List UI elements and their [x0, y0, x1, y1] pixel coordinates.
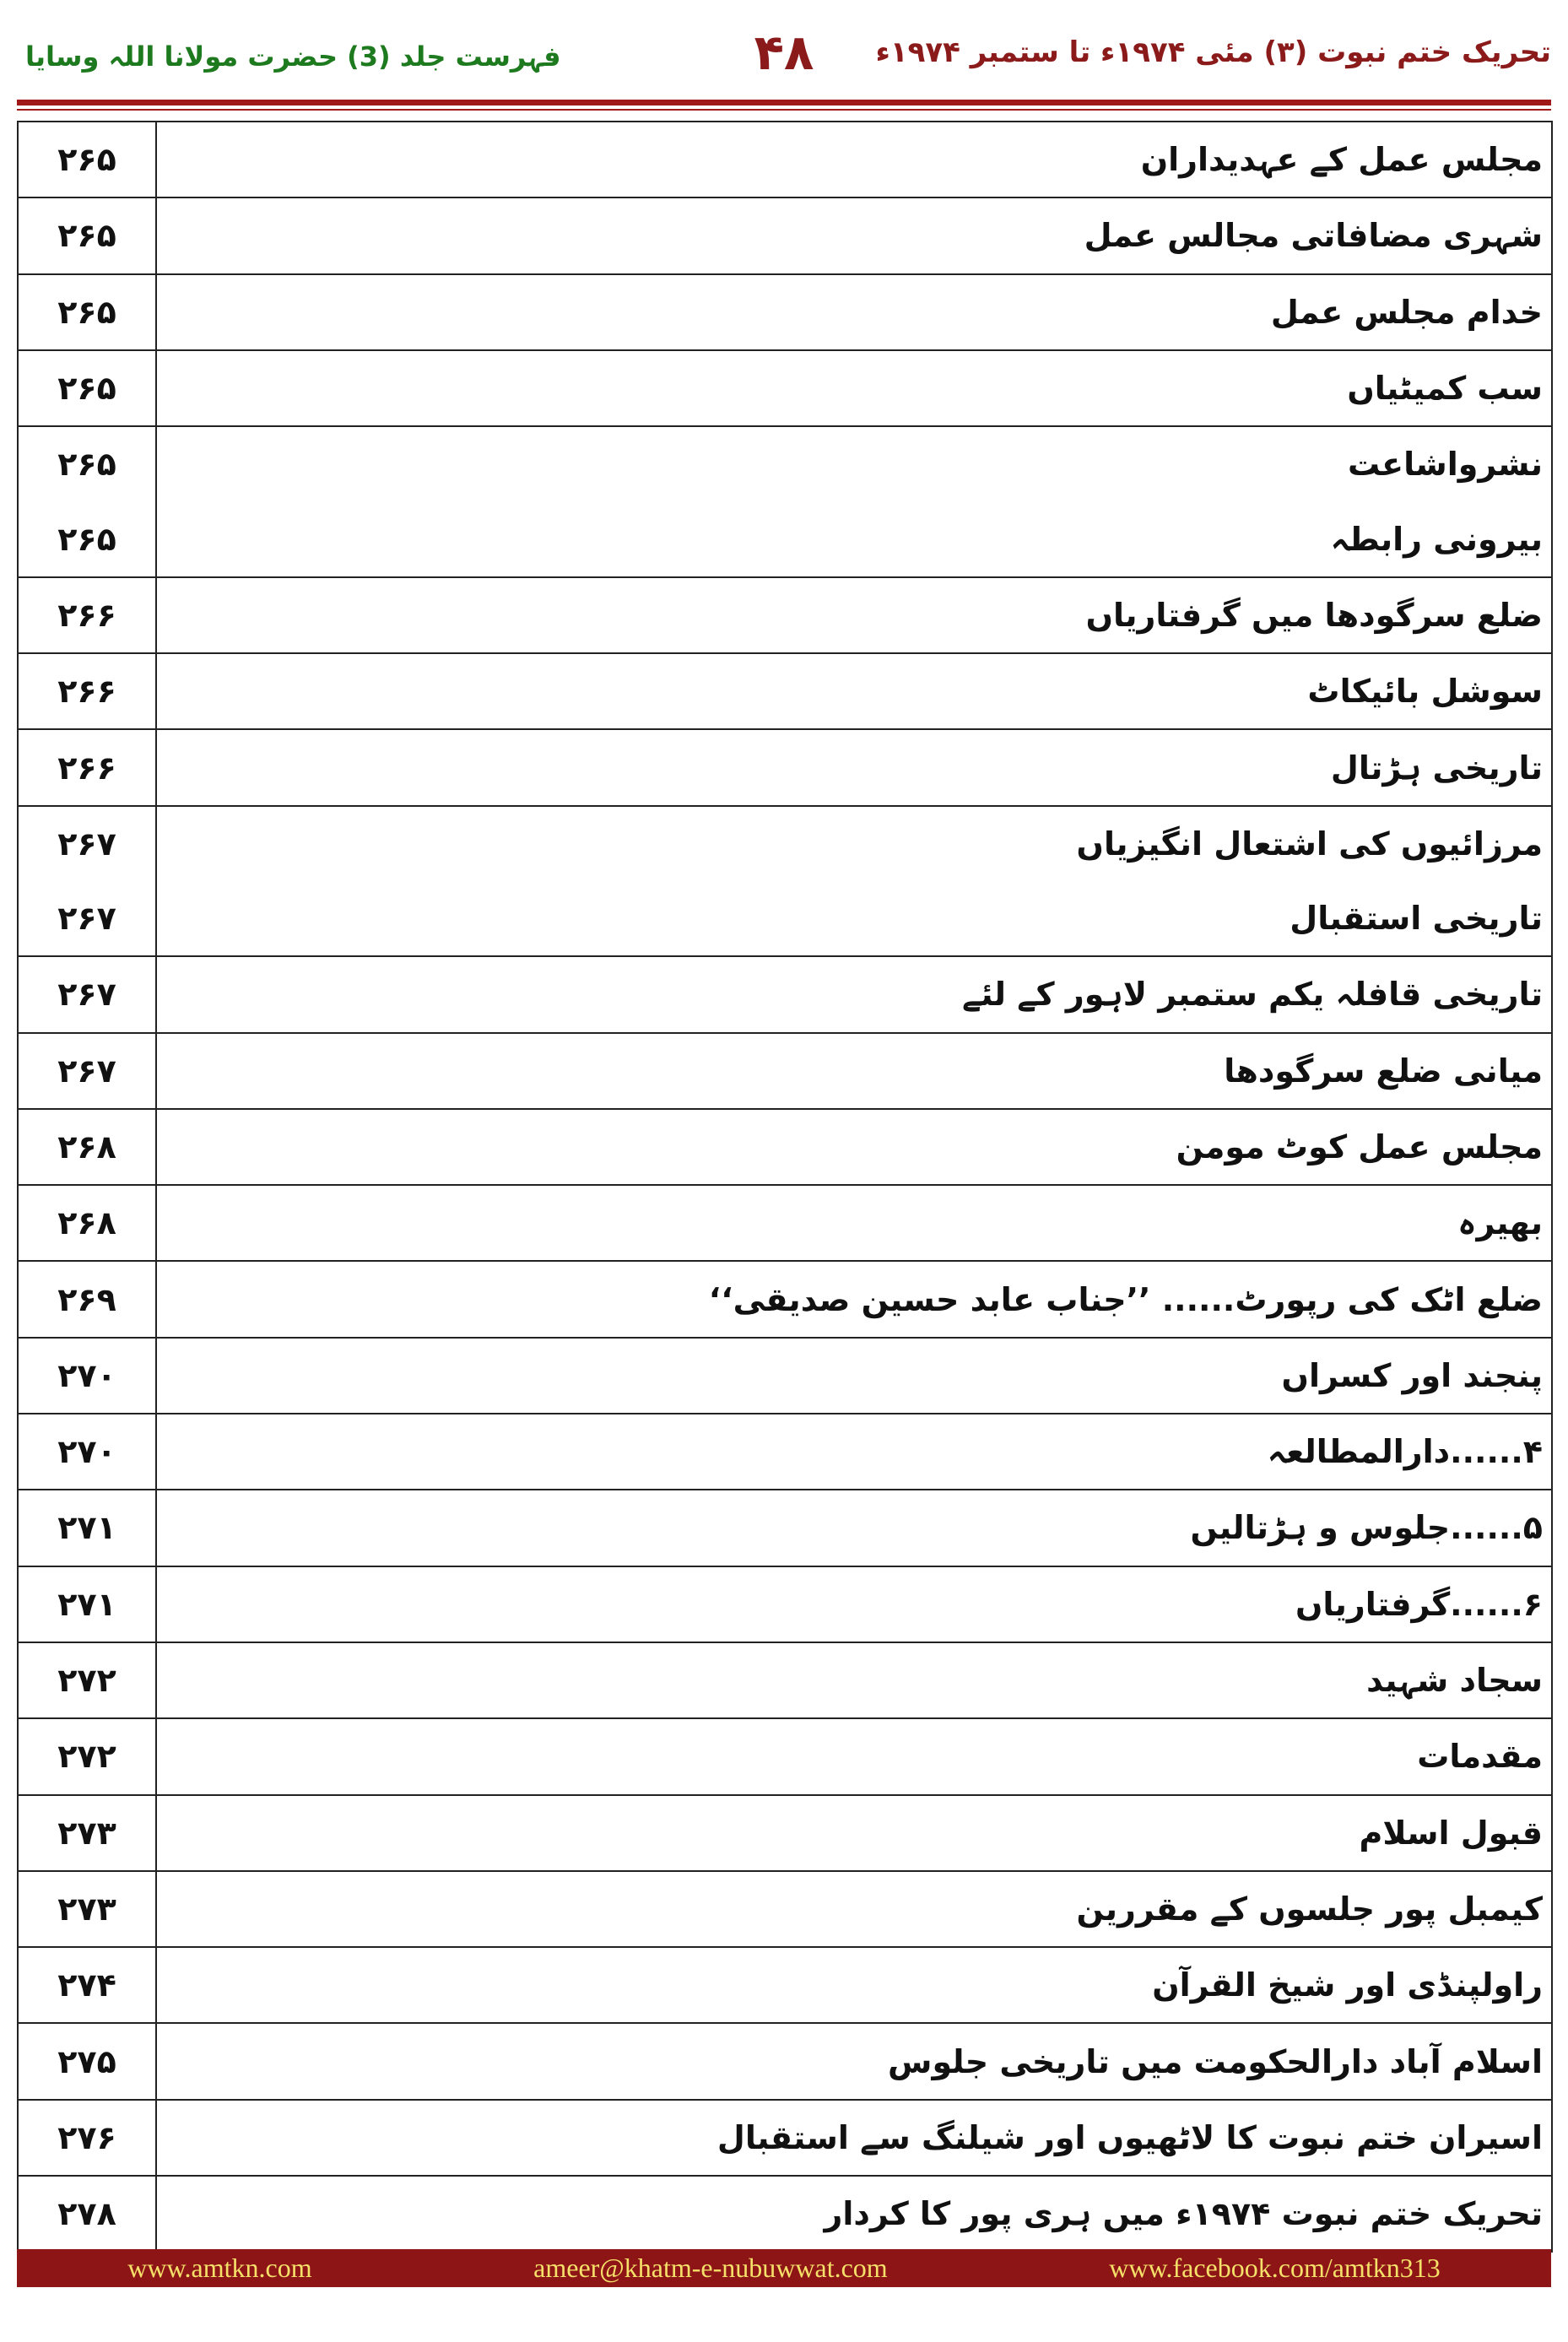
toc-page-number: ۲۶۶: [19, 654, 157, 728]
toc-entry-title: تاریخی ہڑتال: [1330, 749, 1543, 787]
toc-page-number: ۲۶۸: [19, 1186, 157, 1260]
page-number: ۴۸: [754, 24, 814, 81]
toc-row: [19, 1717, 1551, 1793]
toc-row: [19, 1108, 1551, 1184]
toc-page-number: ۲۶۵: [19, 275, 157, 349]
toc-page-number: ۲۶۵: [19, 122, 157, 197]
table-of-contents: [17, 121, 1553, 2253]
toc-page-number: ۲۶۷: [19, 881, 157, 955]
toc-page-number: ۲۶۵: [19, 501, 157, 576]
toc-row: [19, 1413, 1551, 1489]
toc-row: [19, 1184, 1551, 1260]
toc-page-number: ۲۶۷: [19, 1034, 157, 1108]
toc-entry-title: پنجند اور کسراں: [1281, 1356, 1543, 1394]
toc-page-number: ۲۷۲: [19, 1643, 157, 1717]
toc-row: [19, 1337, 1551, 1413]
toc-page-number: ۲۷۴: [19, 1948, 157, 2022]
toc-entry-title: ضلع اٹک کی رپورٹ...... ’’جناب عابد حسین صدیقی‘‘: [708, 1280, 1543, 1318]
toc-entry-title: ضلع سرگودھا میں گرفتاریاں: [1085, 596, 1543, 634]
toc-entry-title: سجاد شہید: [1366, 1662, 1543, 1700]
toc-row: [19, 1642, 1551, 1717]
toc-row: [19, 576, 1551, 652]
toc-page-number: ۲۷۳: [19, 1872, 157, 1946]
toc-page-number: ۲۷۳: [19, 1796, 157, 1870]
toc-row: [19, 955, 1551, 1031]
toc-row: [19, 1566, 1551, 1642]
toc-page-number: ۲۶۷: [19, 807, 157, 881]
toc-entry-title: خدام مجلس عمل: [1270, 293, 1543, 331]
toc-row: [19, 805, 1551, 881]
toc-page-number: ۲۷۰: [19, 1339, 157, 1413]
toc-entry-title: مجلس عمل کے عہدیداران: [1140, 141, 1543, 179]
website-link[interactable]: www.amtkn.com: [127, 2253, 312, 2283]
toc-row: [19, 728, 1551, 804]
toc-row: [19, 2175, 1551, 2251]
toc-row: [19, 881, 1551, 955]
toc-row: [19, 1870, 1551, 1946]
toc-page-number: ۲۷۶: [19, 2101, 157, 2175]
toc-entry-title: اسیران ختم نبوت کا لاٹھیوں اور شیلنگ سے استقبال: [716, 2118, 1543, 2156]
toc-row: [19, 1489, 1551, 1565]
toc-entry-title: تحریک ختم نبوت ۱۹۷۴ء میں ہری پور کا کردار: [824, 2195, 1543, 2233]
toc-page-number: ۲۶۵: [19, 351, 157, 425]
toc-entry-title: اسلام آباد دارالحکومت میں تاریخی جلوس: [888, 2042, 1543, 2080]
header-rule-thin: [17, 109, 1551, 111]
toc-page-number: ۲۶۸: [19, 1110, 157, 1184]
toc-page-number: ۲۶۶: [19, 730, 157, 804]
toc-page-number: ۲۷۰: [19, 1414, 157, 1489]
toc-page-number: ۲۶۹: [19, 1262, 157, 1336]
toc-row: [19, 2022, 1551, 2098]
toc-page-number: ۲۷۱: [19, 1490, 157, 1565]
toc-entry-title: بھیرہ: [1457, 1204, 1543, 1242]
toc-row: [19, 197, 1551, 273]
toc-page-number: ۲۷۵: [19, 2024, 157, 2098]
toc-page-number: ۲۷۲: [19, 1719, 157, 1793]
toc-row: [19, 1794, 1551, 1870]
toc-entry-title: راولپنڈی اور شیخ القرآن: [1152, 1966, 1543, 2004]
volume-title: فہرست جلد (3) حضرت مولانا اللہ وسایا: [25, 41, 561, 73]
toc-entry-title: تاریخی قافلہ یکم ستمبر لاہور کے لئے: [961, 976, 1543, 1014]
toc-entry-title: کیمبل پور جلسوں کے مقررین: [1076, 1890, 1543, 1928]
toc-row: [19, 1032, 1551, 1108]
toc-row: [19, 1260, 1551, 1336]
toc-row: [19, 122, 1551, 197]
toc-page-number: ۲۶۵: [19, 198, 157, 273]
page-header: [0, 0, 1568, 93]
toc-entry-title: ۶......گرفتاریاں: [1295, 1585, 1543, 1623]
toc-page-number: ۲۷۸: [19, 2177, 157, 2251]
toc-entry-title: مقدمات: [1417, 1738, 1543, 1776]
facebook-link[interactable]: www.facebook.com/amtkn313: [1109, 2253, 1441, 2283]
toc-entry-title: سوشل بائیکاٹ: [1307, 673, 1543, 711]
email-link[interactable]: ameer@khatm-e-nubuwwat.com: [533, 2253, 888, 2283]
toc-row: [19, 273, 1551, 349]
toc-page-number: ۲۶۶: [19, 578, 157, 652]
toc-entry-title: نشرواشاعت: [1347, 446, 1543, 484]
toc-row: [19, 2099, 1551, 2175]
toc-row: [19, 501, 1551, 576]
book-title: تحریک ختم نبوت (۳) مئی ۱۹۷۴ء تا ستمبر ۱۹۷۴ء: [875, 35, 1551, 69]
toc-entry-title: شہری مضافاتی مجالس عمل: [1084, 217, 1543, 255]
toc-entry-title: تاریخی استقبال: [1290, 900, 1543, 938]
page-footer: [17, 2249, 1551, 2287]
toc-row: [19, 652, 1551, 728]
toc-entry-title: مرزائیوں کی اشتعال انگیزیاں: [1076, 825, 1543, 863]
toc-entry-title: میانی ضلع سرگودھا: [1224, 1052, 1543, 1090]
toc-entry-title: ۴......دارالمطالعہ: [1267, 1433, 1543, 1471]
toc-row: [19, 1946, 1551, 2022]
toc-row: [19, 425, 1551, 501]
toc-page-number: ۲۶۷: [19, 957, 157, 1031]
toc-entry-title: ۵......جلوس و ہڑتالیں: [1190, 1509, 1543, 1547]
toc-entry-title: سب کمیٹیاں: [1347, 370, 1543, 408]
toc-row: [19, 349, 1551, 425]
toc-page-number: ۲۶۵: [19, 427, 157, 501]
toc-entry-title: بیرونی رابطہ: [1330, 520, 1543, 558]
toc-entry-title: مجلس عمل کوٹ مومن: [1176, 1128, 1543, 1166]
toc-page-number: ۲۷۱: [19, 1567, 157, 1642]
toc-entry-title: قبول اسلام: [1359, 1814, 1543, 1852]
header-rule-thick: [17, 100, 1551, 105]
